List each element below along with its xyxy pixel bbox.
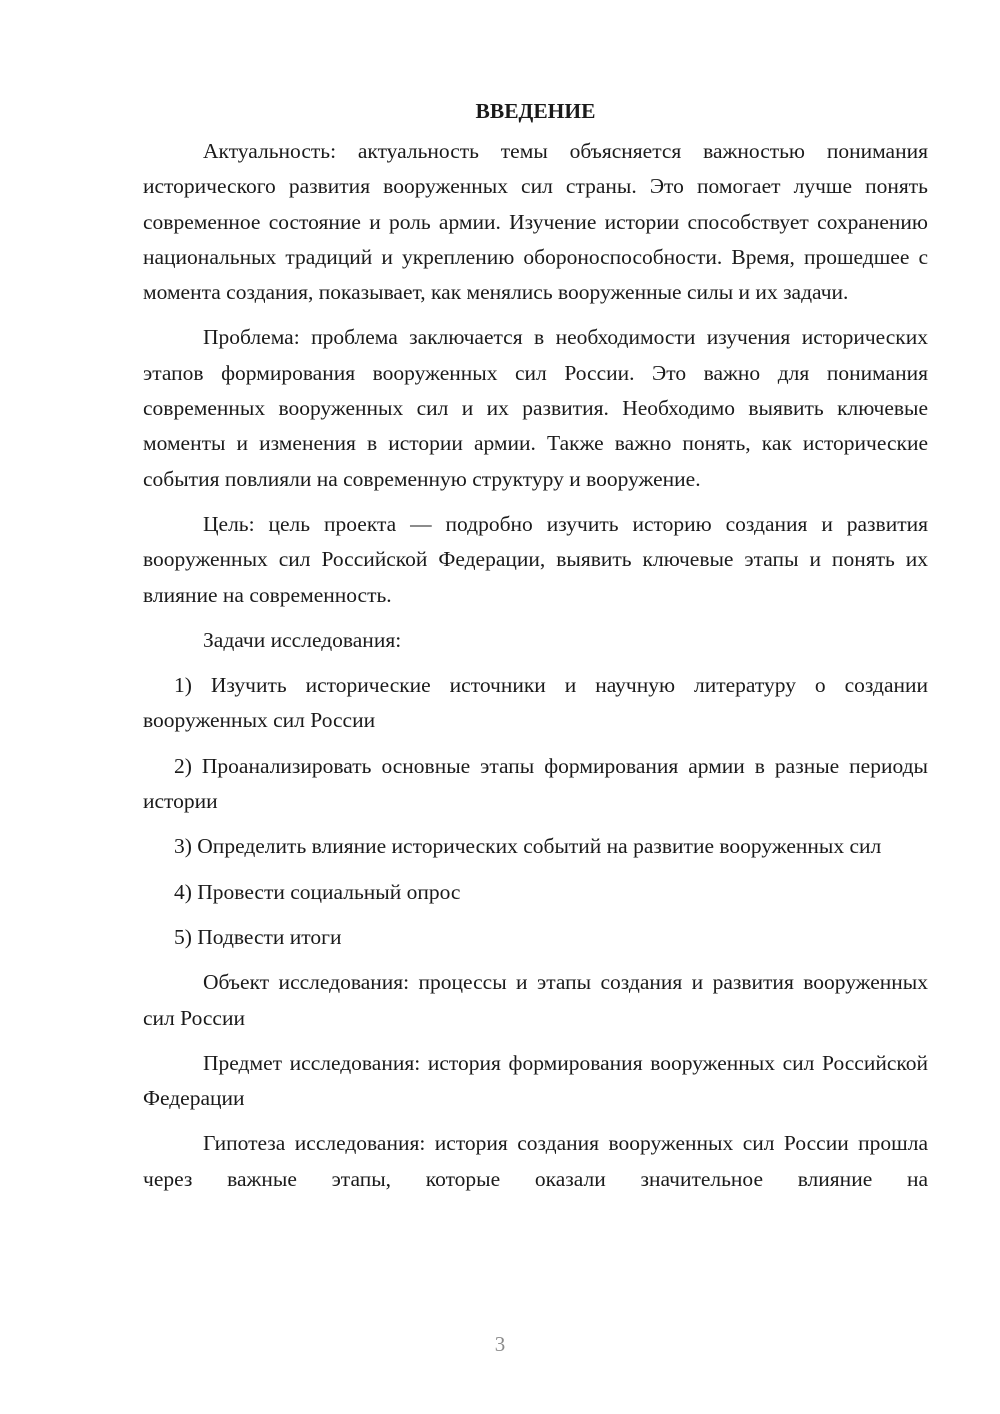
paragraph-goal: Цель: цель проекта — подробно изучить историю создания и развития вооруженных сил Российской Федерации, выявить ключевые этапы и понять их влияние на современность.	[143, 511, 928, 607]
section-title: ВВЕДЕНИЕ	[475, 99, 596, 123]
paragraph-object: Объект исследования: процессы и этапы создания и развития вооруженных сил России	[143, 970, 928, 1030]
task-item-5: 5) Подвести итоги	[174, 924, 342, 949]
paragraph-hypothesis: Гипотеза исследования: история создания вооруженных сил России прошла через важные этапы, которые оказали значительное влияние на	[143, 1131, 928, 1191]
task-item-2: 2) Проанализировать основные этапы формирования армии в разные периоды истории	[143, 753, 928, 814]
paragraph-relevance: Актуальность: актуальность темы объясняется важностью понимания исторического развития вооруженных сил страны. Это помогает лучше понять современное состояние и роль армии. Изучение истории способствует сохранению национальных традиций и укреплению обороноспособности. Время, прошедшее с момента создания, показывает, как менялись вооруженные силы и их задачи.	[143, 139, 928, 305]
task-item-1: 1) Изучить исторические источники и научную литературу о создании вооруженных сил России	[143, 673, 928, 733]
paragraph-problem: Проблема: проблема заключается в необходимости изучения исторических этапов формирования вооруженных сил России. Это важно для понимания современных вооруженных сил и их развития. Необходимо выявить ключевые моменты и изменения в истории армии. Также важно понять, как исторические события повлияли на современную структуру и вооружение.	[143, 325, 928, 491]
document-page	[143, 94, 928, 1197]
task-item-3: 3) Определить влияние исторических событий на развитие вооруженных сил	[174, 834, 882, 859]
task-item-4: 4) Провести социальный опрос	[174, 879, 461, 904]
paragraph-subject: Предмет исследования: история формирования вооруженных сил Российской Федерации	[143, 1050, 928, 1111]
page-number: 3	[494, 1332, 506, 1356]
paragraph-tasks-heading: Задачи исследования:	[203, 627, 402, 652]
